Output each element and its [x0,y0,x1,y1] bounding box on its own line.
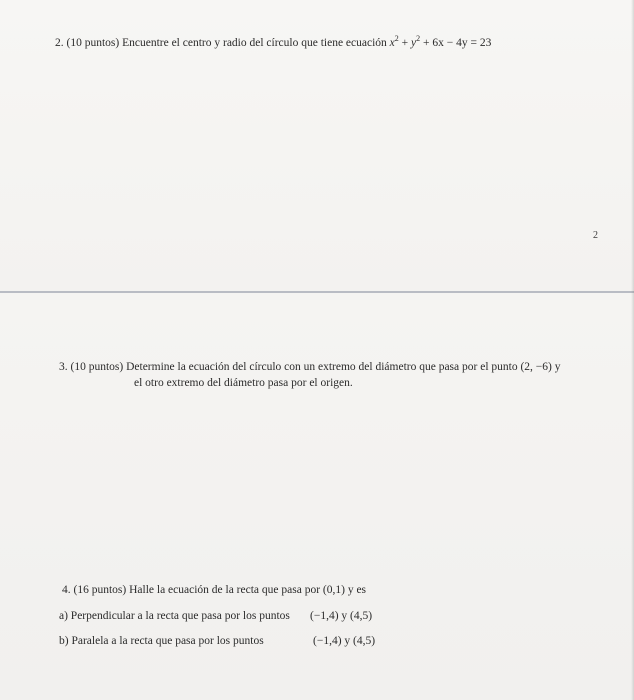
problem-4-point: (0,1) [322,584,345,596]
problem-4 [62,583,366,597]
problem-3-point: (2, −6) [520,361,552,373]
problem-4-number: 4. [62,584,71,596]
page-number: 2 [593,230,598,241]
problem-4-points: (16 puntos) [73,584,127,596]
part-a-points: (−1,4) y (4,5) [310,610,373,622]
problem-2 [55,36,491,50]
problem-4-part-b [59,634,264,648]
problem-2-equation: $x^2 + y^2 + 6x - 4y = 23$ [389,34,492,49]
problem-3-line-1 [59,360,561,374]
part-b-label: b) Paralela a la recta que pasa por los puntos [59,635,264,647]
problem-3-text: Determine la ecuación del círculo con un extremo del diámetro que pasa por el punto [126,361,518,373]
problem-4-part-a [59,609,290,623]
problem-3-conj: y [554,361,561,373]
problem-2-text: Encuentre el centro y radio del círculo que tiene ecuación [122,37,387,49]
problem-4-conj: y es [347,584,367,596]
problem-3-points: (10 puntos) [70,361,124,373]
problem-4-text: Halle la ecuación de la recta que pasa por [129,584,321,596]
part-b-points: (−1,4) y (4,5) [313,635,376,647]
problem-3-number: 3. [59,361,68,373]
problem-2-number: 2. [55,37,64,49]
problem-2-points: (10 puntos) [66,37,120,49]
part-a-label: a) Perpendicular a la recta que pasa por los puntos [59,610,290,622]
problem-3-line-2: el otro extremo del diámetro pasa por el origen. [134,377,353,389]
